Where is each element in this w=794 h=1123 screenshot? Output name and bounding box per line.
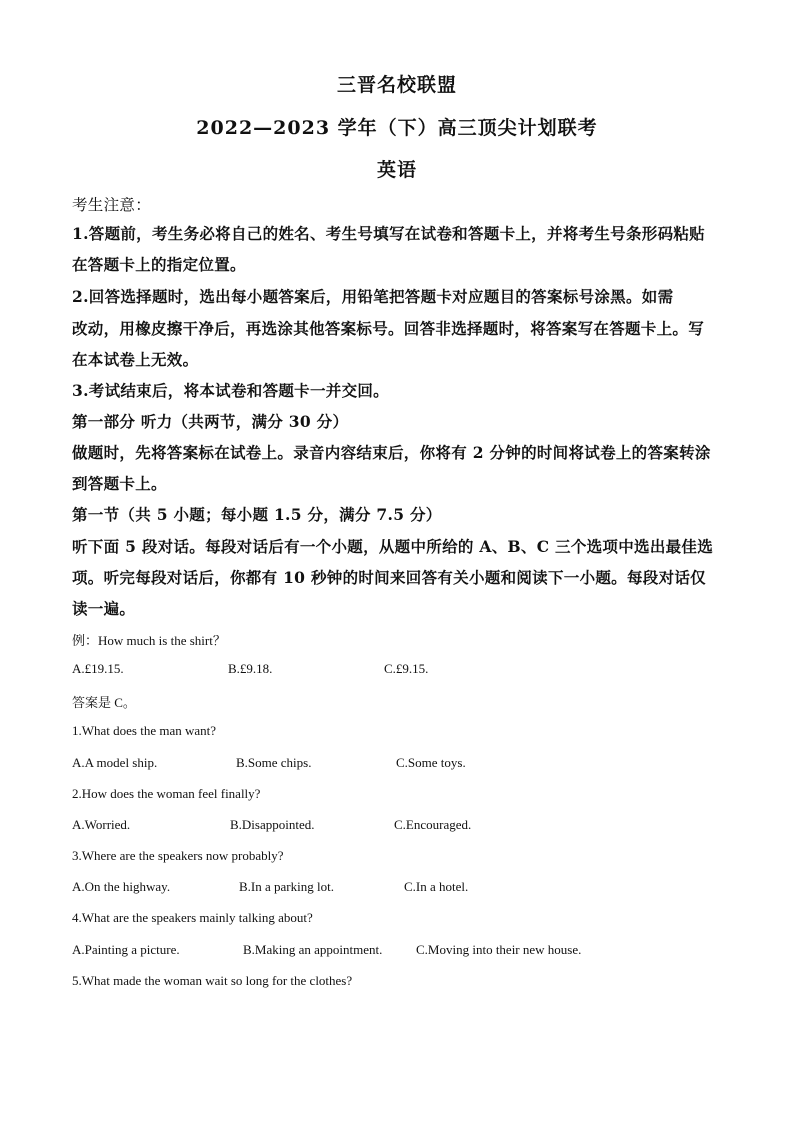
question-1: 1.What does the man want? [72, 723, 217, 738]
section1-instruction-line-1: 听下面 5 段对话。每段对话后有一个小题，从题中所给的 A、B、C 三个选项中选出最佳选 [72, 537, 714, 556]
part1-instruction-line-1: 做题时，先将答案标在试卷上。录音内容结束后，你将有 2 分钟的时间将试卷上的答案转涂 [72, 443, 711, 462]
example-option-a: A.£19.15. [72, 661, 124, 676]
question-4-option-a: A.Painting a picture. [72, 942, 180, 957]
notice-item-2-line-3: 在本试卷上无效。 [72, 350, 199, 369]
question-4-option-c: C.Moving into their new house. [416, 942, 582, 957]
school-alliance-title: 三晋名校联盟 [336, 74, 457, 96]
example-option-b: B.£9.18. [228, 661, 273, 676]
example-option-c: C.£9.15. [384, 661, 429, 676]
notice-item-2-line-2: 改动，用橡皮擦干净后，再选涂其他答案标号。回答非选择题时，将答案写在答题卡上。写 [72, 319, 705, 338]
question-3-option-c: C.In a hotel. [404, 879, 469, 894]
notice-item-2-line-1: 2.回答选择题时，选出每小题答案后，用铅笔把答题卡对应题目的答案标号涂黑。如需 [72, 287, 674, 306]
question-4-option-b: B.Making an appointment. [243, 942, 383, 957]
question-1-option-b: B.Some chips. [236, 755, 312, 770]
example-question: 例：How much is the shirt？ [72, 633, 226, 648]
notice-item-1-line-1: 1.答题前，考生务必将自己的姓名、考生号填写在试卷和答题卡上，并将考生号条形码粘贴 [72, 224, 705, 243]
section1-heading: 第一节（共 5 小题；每小题 1.5 分，满分 7.5 分） [72, 505, 442, 524]
question-2-option-c: C.Encouraged. [394, 817, 472, 832]
example-answer: 答案是 C。 [72, 695, 136, 710]
notice-item-3-line-1: 3.考试结束后，将本试卷和答题卡一并交回。 [72, 381, 389, 400]
question-3-option-a: A.On the highway. [72, 879, 171, 894]
question-5: 5.What made the woman wait so long for the clothes? [72, 973, 353, 988]
notice-heading: 考生注意： [72, 196, 152, 214]
question-2-option-b: B.Disappointed. [230, 817, 315, 832]
question-3: 3.Where are the speakers now probably? [72, 848, 284, 863]
question-2-option-a: A.Worried. [72, 817, 131, 832]
section1-instruction-line-3: 读一遍。 [72, 599, 136, 618]
section1-instruction-line-2: 项。听完每段对话后，你都有 10 秒钟的时间来回答有关小题和阅读下一小题。每段对话仅 [72, 568, 706, 587]
part1-instruction-line-2: 到答题卡上。 [72, 474, 167, 493]
notice-item-1-line-2: 在答题卡上的指定位置。 [72, 255, 246, 274]
question-1-option-a: A.A model ship. [72, 755, 158, 770]
subject-title: 英语 [376, 159, 417, 181]
question-2: 2.How does the woman feel finally? [72, 786, 261, 801]
question-4: 4.What are the speakers mainly talking about? [72, 910, 313, 925]
question-3-option-b: B.In a parking lot. [239, 879, 334, 894]
question-1-option-c: C.Some toys. [396, 755, 466, 770]
exam-title: 2022—2023 学年（下）高三顶尖计划联考 [196, 117, 598, 139]
part1-heading: 第一部分 听力（共两节，满分 30 分） [72, 412, 349, 431]
